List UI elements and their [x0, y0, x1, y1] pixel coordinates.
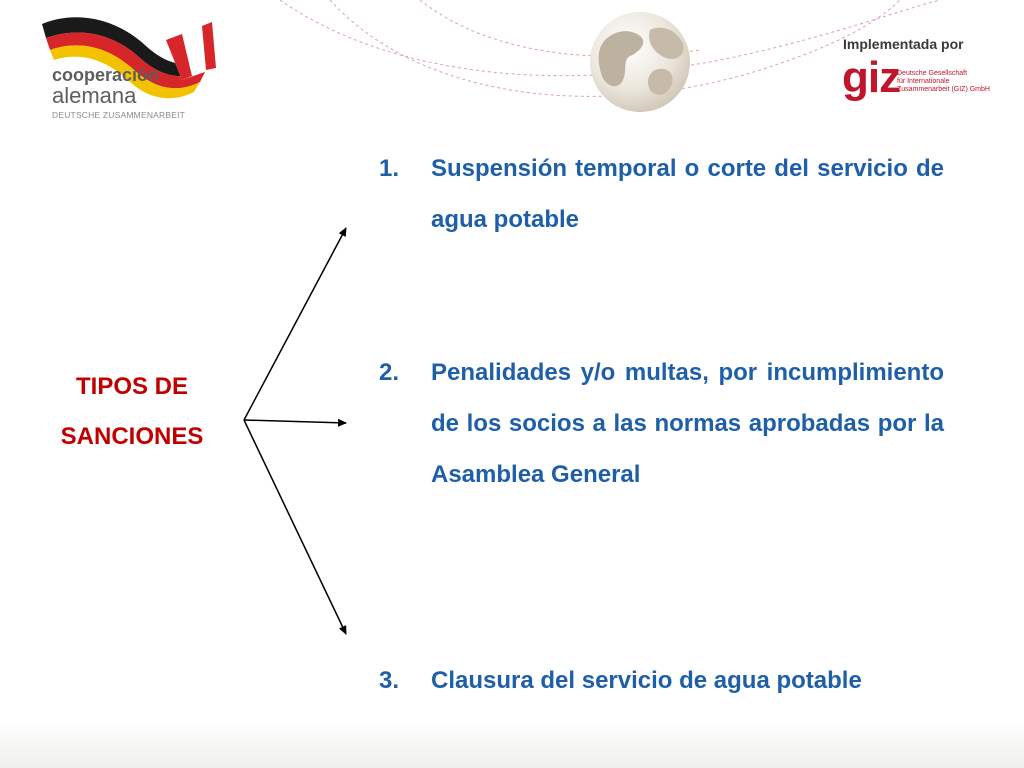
item-text: Suspensión temporal o corte del servicio de agua potable	[431, 155, 944, 233]
arrow-to-item-1	[244, 228, 346, 420]
giz-desc-line-2: für Internationale	[897, 78, 950, 85]
item-text: Clausura del servicio de agua potable	[431, 667, 862, 694]
giz-logo: giz	[842, 53, 901, 102]
arrow-to-item-3	[244, 420, 346, 634]
coop-line-1: cooperación	[52, 65, 160, 85]
giz-desc-line-3: Zusammenarbeit (GIZ) GmbH	[897, 86, 990, 93]
implementada-por-label: Implementada por	[843, 36, 964, 52]
item-number: 2.	[379, 359, 400, 386]
sanction-item-2	[376, 347, 944, 500]
left-label-line-2: SANCIONES	[60, 423, 204, 450]
left-label-line-1: TIPOS DE	[75, 373, 189, 400]
giz-desc-line-1: Deutsche Gesellschaft	[897, 70, 968, 77]
sanction-item-1	[376, 143, 944, 245]
arrow-to-item-2	[244, 420, 346, 423]
item-text: Penalidades y/o multas, por incumplimiento de los socios a las normas aprobadas por la Asamblea General	[431, 359, 944, 488]
item-number: 1.	[379, 155, 400, 182]
coop-line-3: DEUTSCHE ZUSAMMENARBEIT	[52, 110, 186, 120]
coop-line-2: alemana	[52, 83, 137, 108]
sanction-item-3	[376, 655, 944, 706]
item-number: 3.	[379, 667, 400, 694]
